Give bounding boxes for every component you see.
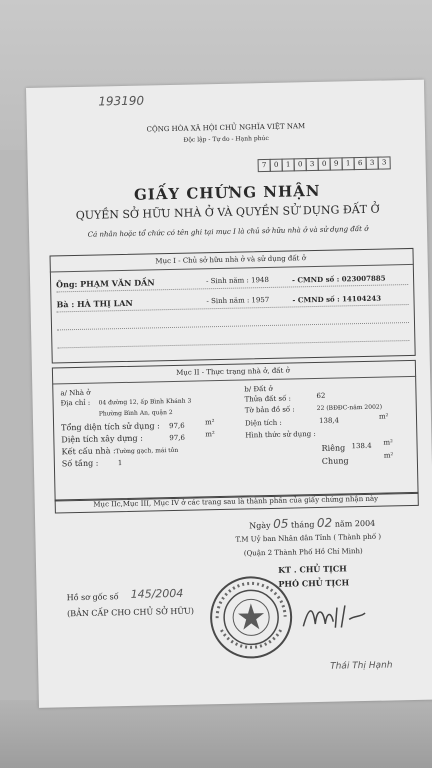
signer-name: Thái Thị Hạnh <box>330 660 393 672</box>
date-year: 2004 <box>354 518 376 529</box>
address-label: Địa chỉ : <box>60 398 91 408</box>
section-1-title: Mục I - Chủ sở hữu nhà ở và sử dụng đất ở <box>155 254 306 266</box>
serial-digit: 1 <box>282 158 295 171</box>
serial-digit: 3 <box>306 158 319 171</box>
date-month-label: tháng <box>290 520 315 530</box>
issuing-authority: T.M Uỷ ban Nhân dân Tỉnh ( Thành phố ) <box>235 532 382 544</box>
document-title: GIẤY CHỨNG NHẬN <box>133 181 321 204</box>
owner-1-name: Ông: PHẠM VĂN DẦN <box>56 277 155 290</box>
section-2-title: Mục II - Thực trạng nhà ở, đất ở <box>176 366 290 377</box>
floors-label: Số tầng : <box>61 458 99 469</box>
serial-digit: 3 <box>366 157 379 170</box>
serial-digit: 0 <box>294 158 307 171</box>
document-subtitle: QUYỀN SỞ HỮU NHÀ Ở VÀ QUYỀN SỬ DỤNG ĐẤT Ở <box>75 202 380 222</box>
record-number: 145/2004 <box>130 586 184 601</box>
signature-scribble <box>299 601 370 632</box>
area-unit: m² <box>378 412 389 421</box>
total-area-label: Tổng diện tích sử dụng : <box>61 421 160 433</box>
date-year-label: năm <box>334 519 353 529</box>
serial-number-boxes <box>258 156 390 172</box>
motto: Độc lập - Tự do - Hạnh phúc <box>183 134 269 144</box>
kt-chairman: KT . CHỦ TỊCH <box>278 563 347 575</box>
copy-note: (BẢN CẤP CHO CHỦ SỞ HỮU) <box>66 606 194 619</box>
address-line-1: 04 đường 12, ấp Bình Khánh 3 <box>98 397 192 407</box>
land-area-label: Diện tích : <box>244 418 282 428</box>
map-label: Tờ bản đồ số : <box>244 405 295 415</box>
serial-digit: 9 <box>330 157 343 170</box>
serial-digit: 7 <box>258 159 271 172</box>
date-month: 02 <box>316 515 333 531</box>
serial-digit: 6 <box>354 157 367 170</box>
structure-label: Kết cấu nhà : <box>61 446 116 457</box>
owner-1-birth: - Sinh năm : 1948 <box>206 275 269 286</box>
vice-chairman: PHÓ CHỦ TỊCH <box>278 577 350 589</box>
serial-digit: 0 <box>318 158 331 171</box>
land-heading: b/ Đất ở <box>244 384 273 394</box>
owner-2-id: - CMND số : 14104243 <box>292 293 382 305</box>
address-line-2: Phường Bình An, quận 2 <box>98 409 173 418</box>
building-area-label: Diện tích xây dựng : <box>61 433 143 445</box>
serial-digit: 3 <box>378 156 391 169</box>
total-area-value: 97,6 <box>169 421 185 431</box>
usage-label: Hình thức sử dụng : <box>245 430 316 440</box>
building-area-value: 97,6 <box>169 433 186 443</box>
area-unit: m² <box>383 451 394 460</box>
certificate-paper <box>26 80 432 708</box>
republic-heading: CỘNG HÒA XÃ HỘI CHỦ NGHĨA VIỆT NAM <box>146 122 306 134</box>
date-day: 05 <box>273 516 289 531</box>
date-prefix: Ngày <box>249 520 271 531</box>
house-heading: a/ Nhà ở <box>60 388 91 398</box>
date-line <box>249 515 375 532</box>
land-area-value: 138,4 <box>318 416 340 425</box>
intro-text: Cá nhân hoặc tổ chức có tên ghi tại mục I là chủ sở hữu nhà ở và sử dụng đất ở <box>87 224 369 239</box>
continuation-text: Mục IIc,Mục III, Mục IV ở các trang sau là thành phần của giấy chứng nhận này <box>93 494 379 509</box>
area-unit: m² <box>204 418 215 427</box>
area-unit: m² <box>205 430 215 439</box>
private-value: 138.4 <box>351 441 372 451</box>
owner-1-id: - CMND số : 023007885 <box>291 273 386 285</box>
structure-value: Tường gạch, mái tôn <box>115 446 179 456</box>
map-value: 22 (BĐĐC-năm 2002) <box>316 403 383 412</box>
owner-2-birth: - Sinh năm : 1957 <box>206 295 270 306</box>
official-seal-stamp <box>206 572 296 662</box>
owner-2-name: Bà : HÀ THỊ LAN <box>56 297 133 310</box>
private-label: Riêng <box>321 443 346 453</box>
serial-digit: 1 <box>342 157 355 170</box>
floor-background <box>0 700 432 768</box>
shared-label: Chung <box>321 456 349 466</box>
district-name: (Quận 2 Thành Phố Hồ Chí Minh) <box>243 547 363 558</box>
serial-digit: 0 <box>270 159 283 172</box>
floors-value: 1 <box>117 459 123 468</box>
handwritten-number: 193190 <box>98 93 145 109</box>
record-label: Hồ sơ gốc số <box>66 592 119 603</box>
parcel-value: 62 <box>316 391 326 400</box>
parcel-label: Thửa đất số : <box>244 394 292 404</box>
area-unit: m² <box>383 438 394 447</box>
